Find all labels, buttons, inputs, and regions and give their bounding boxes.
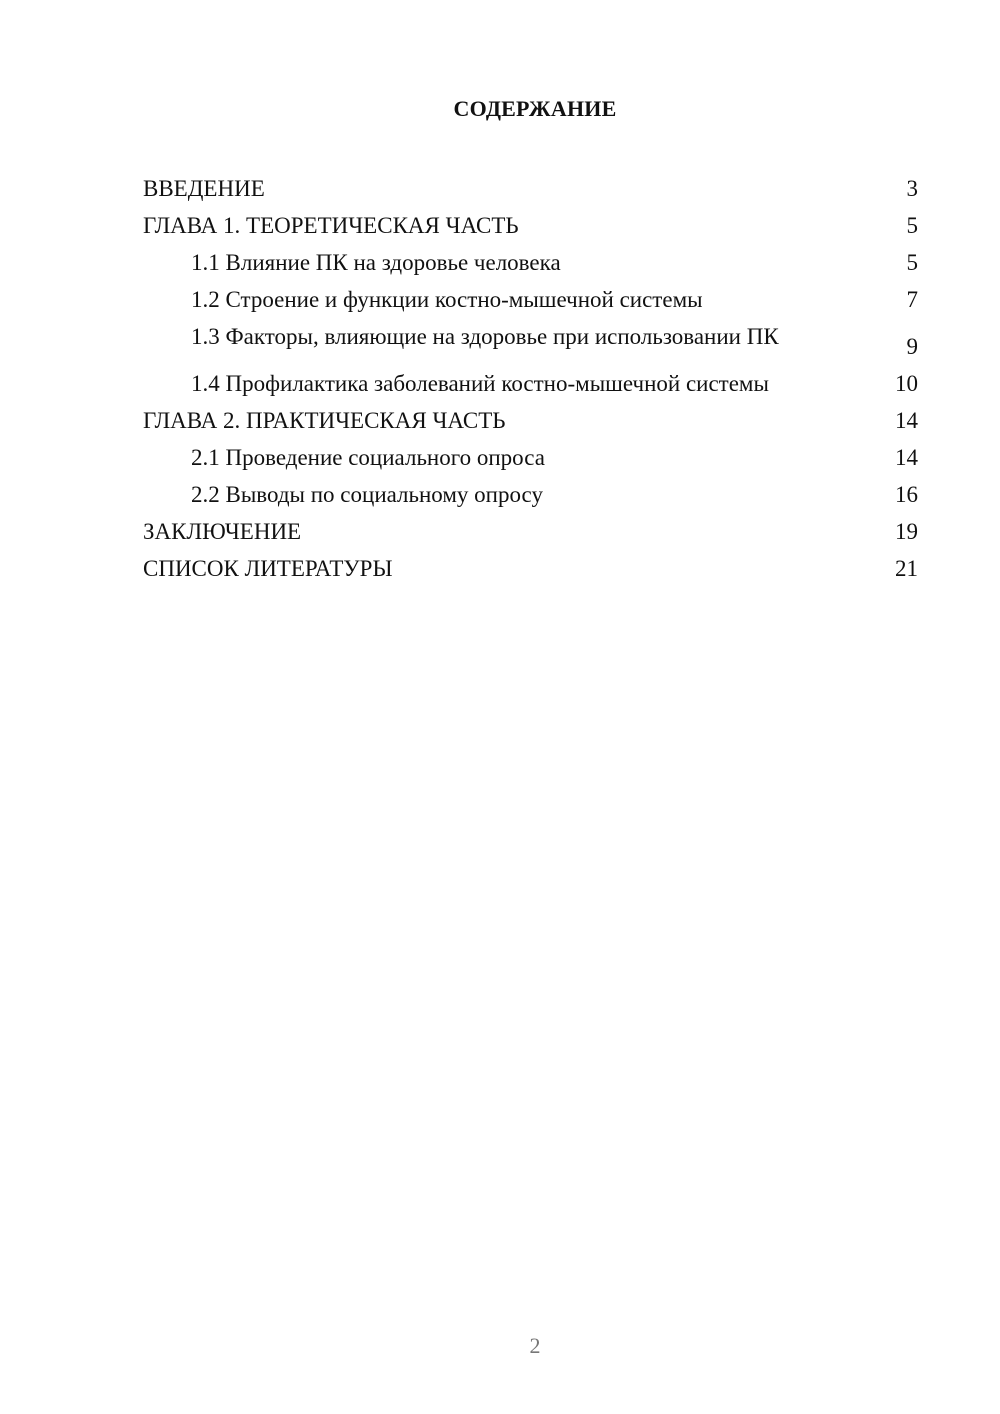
- toc-entry-label: 1.3 Факторы, влияющие на здоровье при использовании ПК: [191, 324, 779, 349]
- page-number: 2: [529, 1333, 541, 1358]
- toc-entry-page: 14: [895, 445, 918, 470]
- toc-entry-label: 1.4 Профилактика заболеваний костно-мышечной системы: [191, 371, 769, 396]
- toc-entry-page: 10: [895, 371, 918, 396]
- toc-entry-section-1-3: [143, 318, 918, 365]
- toc-entry-section-2-1: [143, 439, 918, 476]
- toc-entry-section-1-1: [143, 244, 918, 281]
- toc-entry-page: 16: [895, 482, 918, 507]
- toc-entry-section-2-2: [143, 476, 918, 513]
- toc-entry-page: 19: [895, 519, 918, 544]
- toc-entry-section-1-4: [143, 365, 918, 402]
- table-of-contents: [143, 170, 918, 587]
- toc-entry-label: ГЛАВА 1. ТЕОРЕТИЧЕСКАЯ ЧАСТЬ: [143, 213, 519, 238]
- toc-entry-page: 14: [895, 408, 918, 433]
- toc-entry-page: 5: [906, 213, 918, 238]
- toc-entry-label: 2.1 Проведение социального опроса: [191, 445, 545, 470]
- toc-entry-page: 9: [906, 334, 918, 359]
- toc-entry-label: 2.2 Выводы по социальному опросу: [191, 482, 543, 507]
- page-title: СОДЕРЖАНИЕ: [453, 96, 617, 121]
- toc-entry-page: 3: [906, 176, 918, 201]
- toc-entry-page: 5: [906, 250, 918, 275]
- toc-entry-label: СПИСОК ЛИТЕРАТУРЫ: [143, 556, 393, 581]
- toc-entry-label: 1.2 Строение и функции костно-мышечной системы: [191, 287, 703, 312]
- toc-entry-label: 1.1 Влияние ПК на здоровье человека: [191, 250, 561, 275]
- toc-entry-label: ГЛАВА 2. ПРАКТИЧЕСКАЯ ЧАСТЬ: [143, 408, 506, 433]
- toc-entry-chapter-1: [143, 207, 918, 244]
- toc-entry-references: [143, 550, 918, 587]
- toc-entry-section-1-2: [143, 281, 918, 318]
- toc-entry-chapter-2: [143, 402, 918, 439]
- toc-entry-label: ВВЕДЕНИЕ: [143, 176, 265, 201]
- toc-entry-page: 7: [906, 287, 918, 312]
- toc-entry-introduction: [143, 170, 918, 207]
- toc-entry-label: ЗАКЛЮЧЕНИЕ: [143, 519, 302, 544]
- toc-entry-conclusion: [143, 513, 918, 550]
- toc-entry-page: 21: [895, 556, 918, 581]
